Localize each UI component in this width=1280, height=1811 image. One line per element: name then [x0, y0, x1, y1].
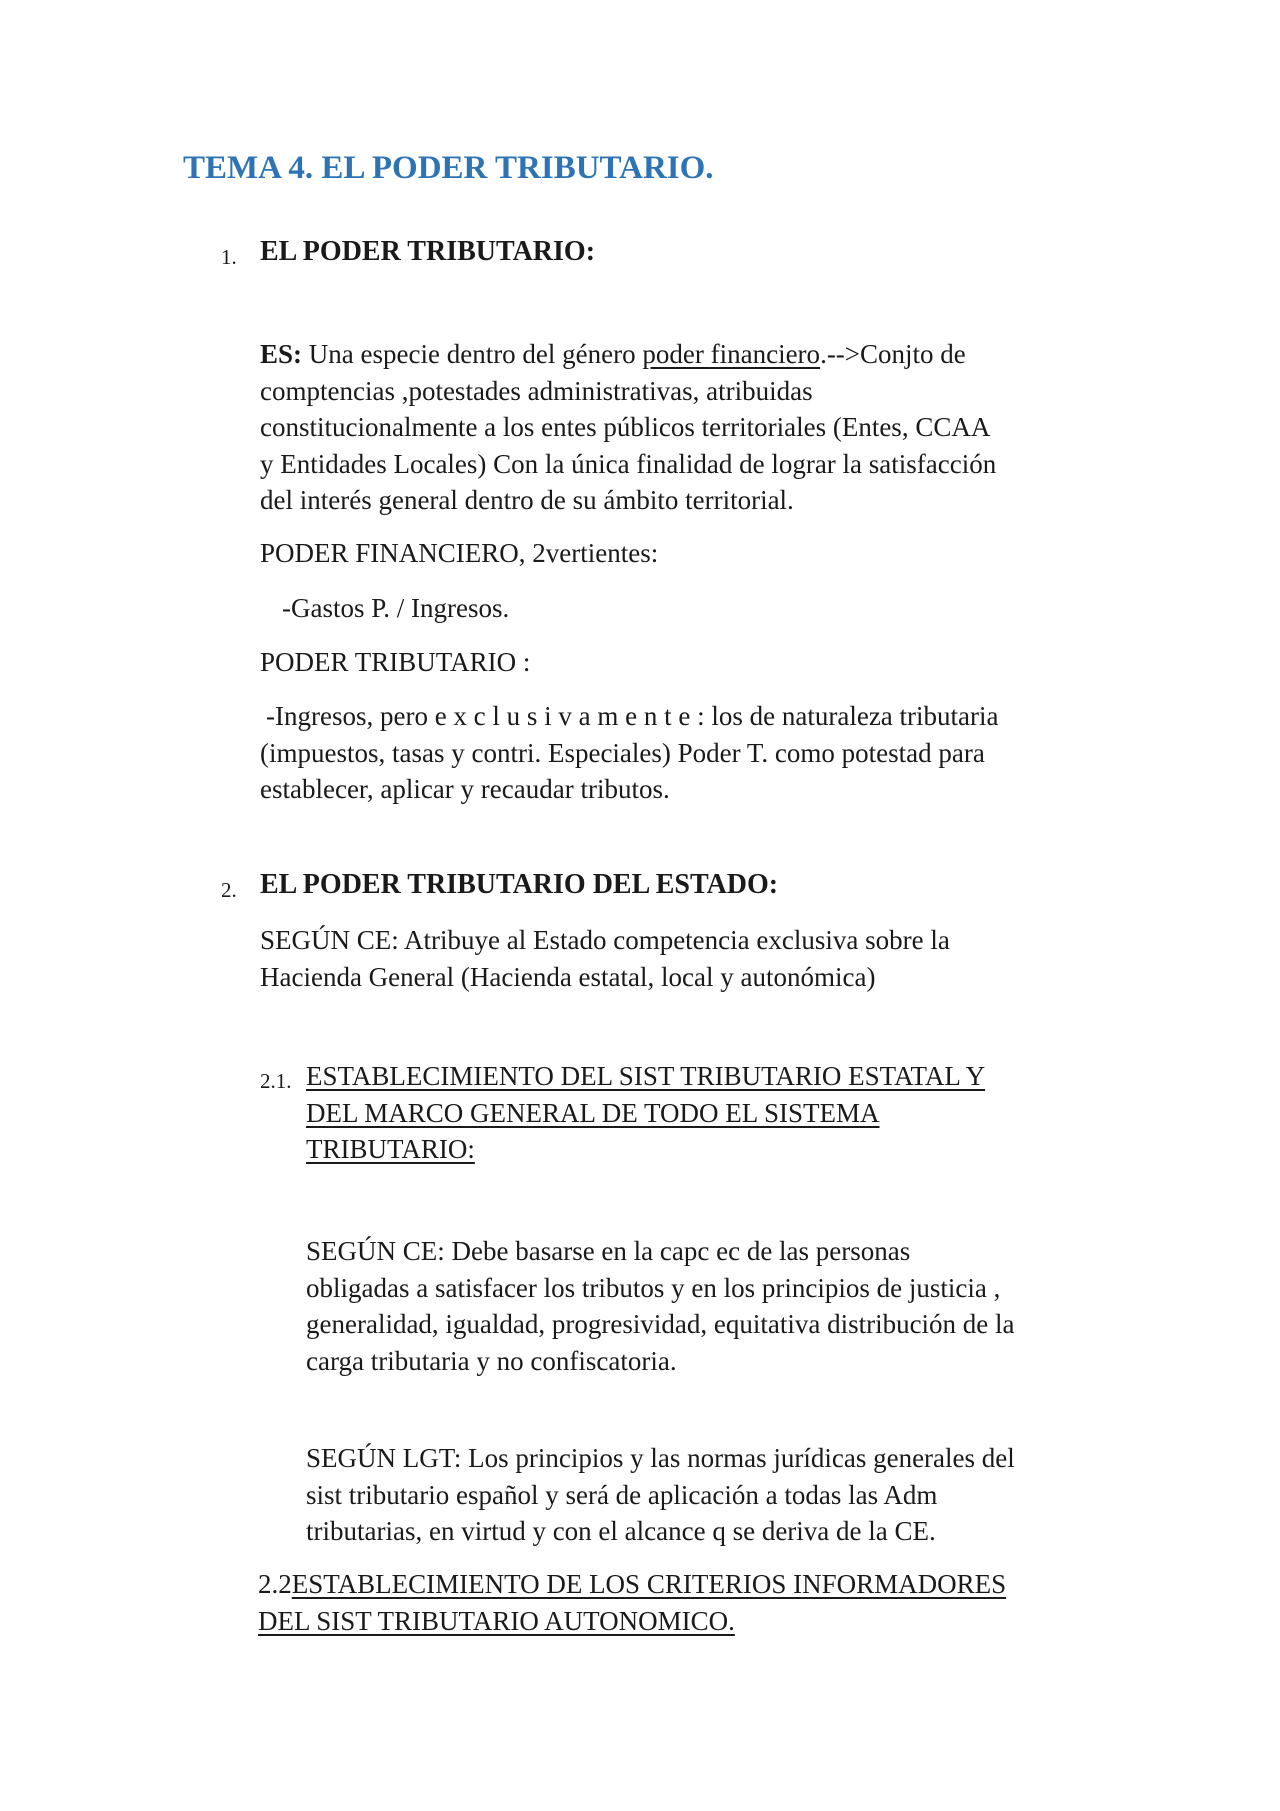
lgt-line-1: SEGÚN LGT: Los principios y las normas jurídicas generales del: [306, 1443, 1015, 1473]
ce-line-4: carga tributaria y no confiscatoria.: [306, 1345, 677, 1376]
lgt-line-3: tributarias, en virtud y con el alcance q se deriva de la CE.: [306, 1516, 936, 1546]
section-1-es-paragraph: [260, 336, 996, 519]
subsection-2-2-number: 2.2: [258, 1569, 292, 1599]
es-label: ES:: [260, 339, 303, 369]
es-line-1-post: .-->Conjto de: [820, 339, 966, 369]
subsection-2-1-ce-paragraph: [306, 1233, 1015, 1379]
s22-heading-line-2: DEL SIST TRIBUTARIO AUTONOMICO.: [258, 1605, 735, 1636]
s21-heading-line-2: DEL MARCO GENERAL DE TODO EL SISTEMA: [306, 1097, 880, 1128]
es-line-1: [260, 336, 996, 373]
section-2-paragraph: [260, 922, 950, 995]
es-line-3: constitucionalmente a los entes públicos territoriales (Entes, CCAA: [260, 412, 991, 442]
s2-line-2: Hacienda General (Hacienda estatal, local y autonómica): [260, 961, 876, 992]
pt-line-3: establecer, aplicar y recaudar tributos.: [260, 774, 670, 804]
es-line-2: comptencias ,potestades administrativas, atribuidas: [260, 375, 813, 406]
pt-line-1: -Ingresos, pero e x c l u s i v a m e n t e : los de naturaleza tributaria: [266, 701, 999, 731]
es-line-5: del interés general dentro de su ámbito territorial.: [260, 485, 794, 515]
subsection-2-1-lgt-paragraph: [306, 1440, 1015, 1550]
s21-heading-line-3: TRIBUTARIO:: [306, 1134, 475, 1164]
es-line-1-pre: Una especie dentro del género: [302, 339, 643, 369]
document-title: TEMA 4. EL PODER TRIBUTARIO.: [183, 150, 714, 186]
ce-line-1: SEGÚN CE: Debe basarse en la capc ec de las personas: [306, 1236, 911, 1266]
poder-financiero-term: poder financiero: [642, 339, 821, 369]
s2-line-1: SEGÚN CE: Atribuye al Estado competencia exclusiva sobre la: [260, 925, 950, 955]
pt-line-2: (impuestos, tasas y contri. Especiales) Poder T. como potestad para: [260, 737, 985, 768]
ce-line-2: obligadas a satisfacer los tributos y en los principios de justicia ,: [306, 1272, 1001, 1303]
section-2-heading: EL PODER TRIBUTARIO DEL ESTADO:: [260, 869, 779, 900]
subsection-2-1-heading: [306, 1058, 985, 1168]
lgt-line-2: sist tributario español y será de aplicación a todas las Adm: [306, 1479, 938, 1510]
s22-heading-line-1: [258, 1566, 1006, 1603]
subsection-2-1-number: 2.1.: [260, 1069, 292, 1093]
ce-line-3: generalidad, igualdad, progresividad, equitativa distribución de la: [306, 1309, 1015, 1339]
section-2-number: 2.: [221, 878, 237, 902]
poder-financiero-item: -Gastos P. / Ingresos.: [282, 593, 510, 623]
s22-heading-text-1: ESTABLECIMIENTO DE LOS CRITERIOS INFORMADORES: [291, 1569, 1007, 1599]
section-1-number: 1.: [221, 245, 237, 269]
s21-heading-line-1: ESTABLECIMIENTO DEL SIST TRIBUTARIO ESTATAL Y: [306, 1061, 986, 1091]
poder-financiero-heading: PODER FINANCIERO, 2vertientes:: [260, 538, 659, 568]
subsection-2-2-heading: [258, 1566, 1006, 1639]
poder-tributario-heading: PODER TRIBUTARIO :: [260, 647, 531, 677]
es-line-4: y Entidades Locales) Con la única finalidad de lograr la satisfacción: [260, 448, 997, 479]
poder-tributario-paragraph: [260, 698, 999, 808]
section-1-heading: EL PODER TRIBUTARIO:: [260, 236, 596, 267]
